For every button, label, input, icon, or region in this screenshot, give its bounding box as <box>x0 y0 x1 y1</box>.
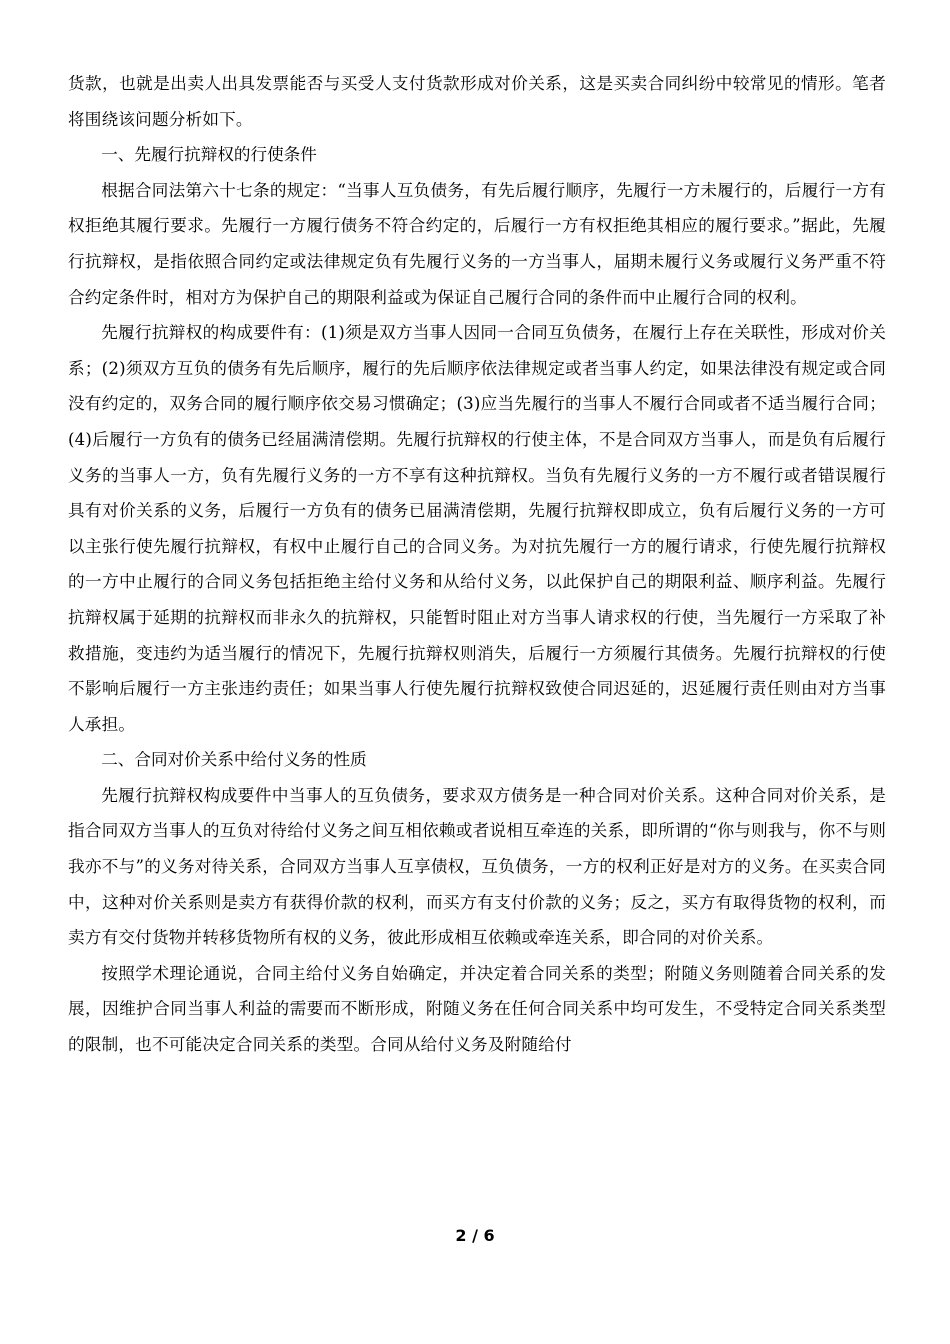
page-number: 2 / 6 <box>455 1226 495 1245</box>
paragraph: 根据合同法第六十七条的规定：“当事人互负债务，有先后履行顺序，先履行一方未履行的，后履行一方有权拒绝其履行要求。先履行一方履行债务不符合约定的，后履行一方有权拒绝其相应的履行要求。”据此，先履行抗辩权，是指依照合同约定或法律规定负有先履行义务的一方当事人，届期未履行义务或履行义务严重不符合约定条件时，相对方为保护自己的期限利益或为保证自己履行合同的条件而中止履行合同的权利。 <box>68 180 886 307</box>
section-heading-2: 二、合同对价关系中给付义务的性质 <box>101 750 367 770</box>
section-heading-1: 一、先履行抗辩权的行使条件 <box>101 145 317 165</box>
paragraph: 先履行抗辩权的构成要件有：(1)须是双方当事人因同一合同互负债务，在履行上存在关联性，形成对价关系；(2)须双方互负的债务有先后顺序，履行的先后顺序依法律规定或者当事人约定，如果法律没有规定或合同没有约定的，双务合同的履行顺序依交易习惯确定；(3)应当先履行的当事人不履行合同或者不适当履行合同；(4)后履行一方负有的债务已经届满清偿期。先履行抗辩权的行使主体，不是合同双方当事人，而是负有后履行义务的当事人一方，负有先履行义务的一方不享有这种抗辩权。当负有先履行义务的一方不履行或者错误履行具有对价关系的义务，后履行一方负有的债务已届满清偿期，先履行抗辩权即成立，负有后履行义务的一方可以主张行使先履行抗辩权，有权中止履行自己的合同义务。为对抗先履行一方的履行请求，行使先履行抗辩权的一方中止履行的合同义务包括拒绝主给付义务和从给付义务，以此保护自己的期限利益、顺序利益。先履行抗辩权属于延期的抗辩权而非永久的抗辩权，只能暂时阻止对方当事人请求权的行使，当先履行一方采取了补救措施，变违约为适当履行的情况下，先履行抗辩权则消失，后履行一方须履行其债务。先履行抗辩权的行使不影响后履行一方主张违约责任；如果当事人行使先履行抗辩权致使合同迟延的，迟延履行责任则由对方当事人承担。 <box>68 323 886 734</box>
paragraph-continued: 货款，也就是出卖人出具发票能否与买受人支付货款形成对价关系，这是买卖合同纠纷中较常见的情形。笔者将围绕该问题分析如下。 <box>68 74 886 129</box>
paragraph: 先履行抗辩权构成要件中当事人的互负债务，要求双方债务是一种合同对价关系。这种合同对价关系，是指合同双方当事人的互负对待给付义务之间互相依赖或者说相互牵连的关系，即所谓的“你与则我与，你不与则我亦不与”的义务对待关系，合同双方当事人互享债权，互负债务，一方的权利正好是对方的义务。在买卖合同中，这种对价关系则是卖方有获得价款的权利，而买方有支付价款的义务；反之，买方有取得货物的权利，而卖方有交付货物并转移货物所有权的义务，彼此形成相互依赖或牵连关系，即合同的对价关系。 <box>68 785 886 948</box>
document-body <box>68 66 886 1063</box>
paragraph: 按照学术理论通说，合同主给付义务自始确定，并决定着合同关系的类型；附随义务则随着合同关系的发展，因维护合同当事人利益的需要而不断形成，附随义务在任何合同关系中均可发生，不受特定合同关系类型的限制，也不可能决定合同关系的类型。合同从给付义务及附随给付 <box>68 963 886 1055</box>
